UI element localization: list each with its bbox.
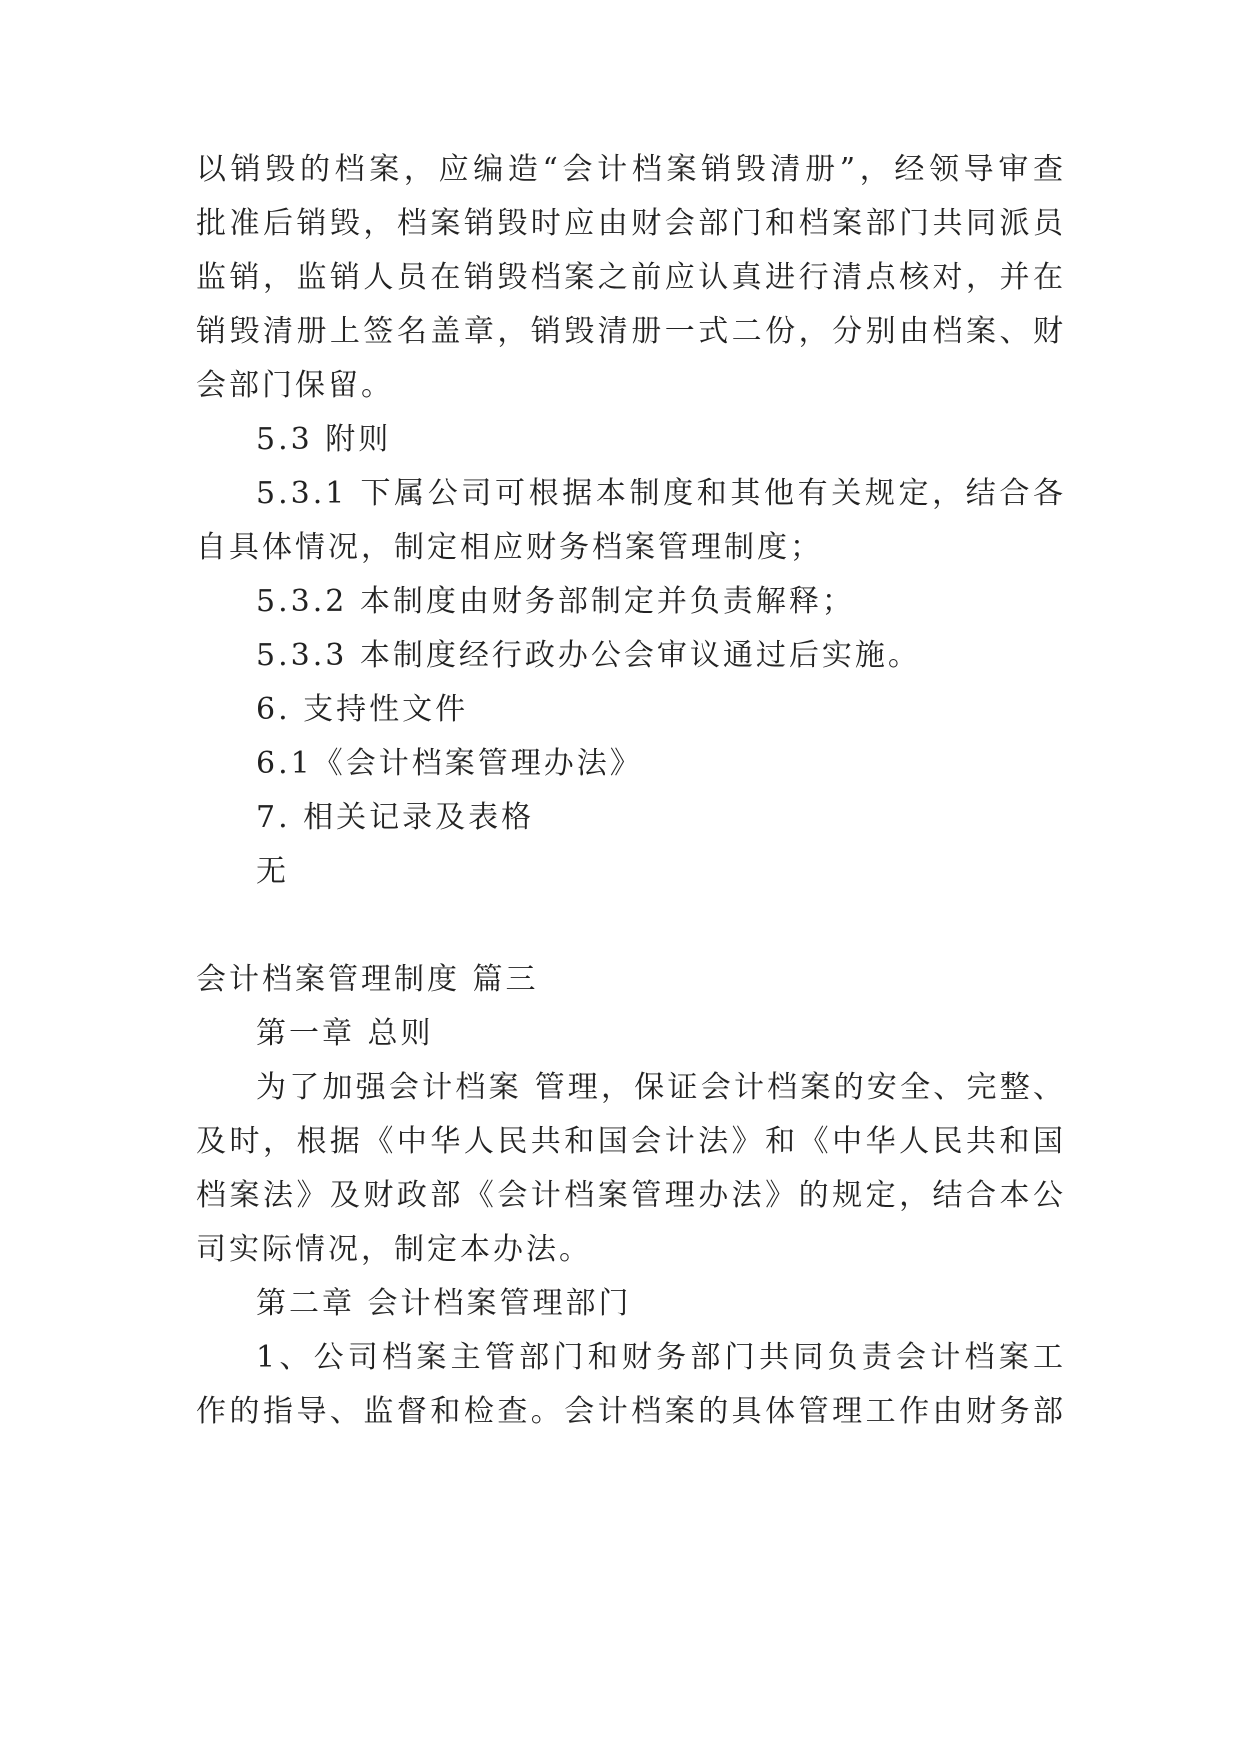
- paragraph-line: 批准后销毁，档案销毁时应由财会部门和档案部门共同派员: [196, 206, 1066, 241]
- paragraph-line: 自具体情况，制定相应财务档案管理制度；: [196, 530, 823, 565]
- section-heading: 6. 支持性文件: [256, 692, 469, 727]
- paragraph-line: 为了加强会计档案 管理，保证会计档案的安全、完整、: [256, 1070, 1066, 1105]
- paragraph-line: 5.3.2 本制度由财务部制定并负责解释；: [256, 584, 855, 619]
- paragraph-line: 作的指导、监督和检查。会计档案的具体管理工作由财务部: [196, 1394, 1066, 1429]
- section-heading: 5.3 附则: [256, 422, 392, 457]
- chapter-heading: 第一章 总则: [256, 1016, 434, 1051]
- paragraph-line: 5.3.3 本制度经行政办公会审议通过后实施。: [256, 638, 921, 673]
- document-title: 会计档案管理制度 篇三: [196, 962, 539, 997]
- paragraph-line: 档案法》及财政部《会计档案管理办法》的规定，结合本公: [196, 1178, 1066, 1213]
- paragraph-line: 及时，根据《中华人民共和国会计法》和《中华人民共和国: [196, 1124, 1066, 1159]
- paragraph-line: 5.3.1 下属公司可根据本制度和其他有关规定，结合各: [256, 476, 1066, 511]
- paragraph-line: 监销，监销人员在销毁档案之前应认真进行清点核对，并在: [196, 260, 1066, 295]
- section-heading: 7. 相关记录及表格: [256, 800, 535, 835]
- paragraph-line: 1、公司档案主管部门和财务部门共同负责会计档案工: [256, 1340, 1066, 1375]
- paragraph-line: 以销毁的档案，应编造“会计档案销毁清册”，经领导审查: [196, 152, 1066, 187]
- paragraph-line: 会部门保留。: [196, 368, 394, 403]
- paragraph-line: 销毁清册上签名盖章，销毁清册一式二份，分别由档案、财: [196, 314, 1066, 349]
- paragraph-line: 6.1《会计档案管理办法》: [256, 746, 643, 781]
- chapter-heading: 第二章 会计档案管理部门: [256, 1286, 632, 1321]
- paragraph-line: 无: [256, 854, 289, 889]
- paragraph-line: 司实际情况，制定本办法。: [196, 1232, 592, 1267]
